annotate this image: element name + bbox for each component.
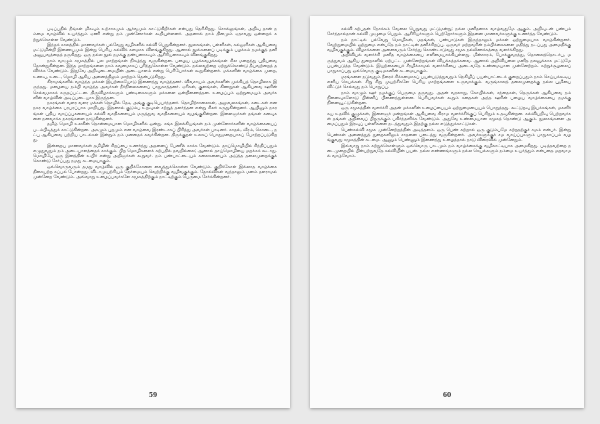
- right-page-text: [327, 27, 571, 159]
- page-number: 59: [148, 392, 158, 399]
- paragraph: நாம் வாழும் ஊர் நமக்குப் பெருமை தருவது. அதன் வரலாறு, கோயில்கள், சந்தைகள், தெருக்கள் ஆகியவை நம் நினைவுகளோடு பின்னிப் பிணைந்துள்ளன. பெரியவர்கள் கூறும் கதைகள் அந்த ஊரின் பழைய வாழ்க்கையை நமக்கு நினைவூட்டுகின்றன.: [327, 90, 571, 107]
- right-page: [310, 16, 584, 408]
- paragraph: இவ்வாறு நாம் கற்றுக்கொள்ளும் ஒவ்வொரு பாடமும் நம் வாழ்க்கைக்கு வழிகாட்டியாக அமைகிறது. படித்தவற்றை நடைமுறையில் பின்பற்றுவதே கல்வியின் பயன். நல்ல எண்ணங்களும் நல்ல செயல்களும் நம்மை உயர்த்தும் என்பதை மறவாமல் வாழ்வோம்.: [327, 143, 571, 160]
- paragraph: இந்தக் காலத்தில் மாணவர்கள் பல்வேறு வழிகளில் கல்வி பெறுகின்றனர். நூலகங்கள், பள்ளிகள், கல்லூரிகள் ஆகியவை மட்டுமின்றி இணையமும் இன்று பெரிய கல்விக் களமாக விளங்குகிறது. ஆனால் நூல்களைப் படிக்கும் பழக்கம் நமக்குத் தனி அனுபவத்தைத் தருகிறது. ஒரு நல்ல நூல் நமக்கு நண்பனாகவும் ஆசிரியனாகவும் விளங்குகிறது.: [33, 42, 277, 59]
- paragraph: நாம் வாழும் சமூகத்தில் பல மாற்றங்கள் நிகழ்ந்து வருகின்றன. பழைய பழக்கவழக்கங்கள் சில மறைந்து புதியவை தோன்றுகின்றன. இந்த மாற்றங்களை நாம் கவனமாகப் புரிந்துகொள்ள வேண்டும். நல்லவற்றை ஏற்றுக்கொண்டு தீயவற்றைத் தவிர்க்க வேண்டும். இதுவே அறிவுடைமையின் அடையாளம் என்று பெரியோர்கள் கூறுகின்றனர். மக்களின் வாழ்க்கை முறை, உணவு, உடை, மொழி ஆகிய அனைத்திலும் மாற்றம் தென்படுகிறது.: [33, 58, 277, 80]
- paragraph: நம் நாட்டில் பல்வேறு மொழிகள், மதங்கள், பண்பாடுகள் இருந்தாலும் மக்கள் ஒற்றுமையாக வாழ்கின்றனர். வேற்றுமையில் ஒற்றுமை என்பதே நம் நாட்டின் தனிச்சிறப்பு. ஒருவர் மற்றவரின் நம்பிக்கைகளை மதித்து நடப்பது அமைதிக்கு வழிவகுக்கும். விழாக்களை அனைவரும் சேர்ந்து கொண்டாடுவது சமூக நல்லிணக்கத்தை வளர்க்கிறது.: [327, 37, 571, 54]
- paragraph: படிப்பதில் நீங்கள் மிகவும் உற்சாகமும் ஆர்வமும் காட்டுகிறீர்கள் என்பது தெரிகிறது. சொல்லுங்கள், அறிவு தான் நம்மை வாழ்வில் உயர்த்தும் ஏணி என்று நம் முன்னோர்கள் கூறியுள்ளனர். அதனால் நாம் தினமும் ஏதாவது ஒன்றைக் கற்றுக்கொள்ள வேண்டும்.: [33, 27, 277, 43]
- paragraph: பெண்கல்வி சமூக முன்னேற்றத்தின் அடித்தளம். ஒரு பெண் கற்றால் ஒரு குடும்பமே கற்றதற்குச் சமம் என்பர். இன்று பெண்கள் அனைத்துத் துறைகளிலும் சாதனை படைத்து வருகின்றனர். அவர்களுக்குச் சம வாய்ப்புகளும் பாதுகாப்பும் வழங்குவது சமூகத்தின் கடமை. ஆணும் பெண்ணும் இணைந்து உழைத்தால் நாடு விரைவில் முன்னேறும்.: [327, 127, 571, 144]
- paragraph: இன்றைய மாணவர்கள் தமிழின் சிறப்பை உணர்ந்து அதனைப் பேணிக் காக்க வேண்டும். தாய்மொழியில் சிந்திப்பதும் எழுதுவதும் நம் அடையாளத்தைக் காக்கும். பிற மொழிகளைக் கற்பதில் தவறில்லை; ஆனால் தாய்மொழியை மறக்கக் கூடாது. மொழியே ஒரு இனத்தின் உயிர் என்று அறிஞர்கள் கூறுவர். நம் பண்பாட்டையும் கலைகளையும் அடுத்த தலைமுறைக்குக் கொண்டு சேர்ப்பது நமது கடமையாகும்.: [33, 143, 277, 165]
- paragraph: தமிழ் மொழி உலகின் தொன்மையான மொழிகளில் ஒன்று. சங்க இலக்கியங்கள் நம் முன்னோர்களின் வாழ்க்கையைப் படம்பிடித்துக் காட்டுகின்றன. அகமும் புறமும் என வாழ்வை இரண்டாகப் பிரித்து அவர்கள் பாடினர். காதல், வீரம், கொடை, நட்பு ஆகியவை பற்றிய பாடல்கள் இன்றும் நம் மனதைக் கவர்கின்றன. திருக்குறள் உலகப் பொதுமறையாகப் போற்றப்படுகிறது.: [33, 122, 277, 144]
- paragraph: நகரங்கள் வளர வளர மக்கள் தொழில் தேடி அங்கு குடிபெயர்ந்தனர். தொழிற்சாலைகள், அலுவலகங்கள், கடைகள் என நகர வாழ்க்கை பரபரப்பாக மாறியது. இதனால் குடும்ப உறவுகள் சற்றுத் தளர்ந்தன என்று சிலர் கருதுகின்றனர். ஆயினும் நகரங்கள் புதிய வாய்ப்புகளையும் கல்வி வசதிகளையும் மருத்துவ வசதிகளையும் வழங்குகின்றன. இளைஞர்கள் தங்கள் கனவுகளை நனவாக்க நகரங்களை நாடுகின்றனர்.: [33, 101, 277, 123]
- paragraph: ஒரு சமூகத்தின் வளர்ச்சி அதன் மக்களின் உழைப்பையும் ஒற்றுமையையும் பொறுத்தது. கூட்டுறவு இயக்கங்கள், மகளிர் சுய உதவிக் குழுக்கள், இளைஞர் மன்றங்கள் ஆகியவை கிராம வளர்ச்சிக்குப் பெரிதும் உதவுகின்றன. கல்வியறிவு பெற்றவர்கள் தங்கள் அறிவைப் பிறருக்கும் பகிர்ந்தளிக்க வேண்டும். அதுவே உண்மையான சமூகத் தொண்டு ஆகும். நூலகங்களை அமைப்பதும் இரவுப் பள்ளிகளை நடத்துவதும் இதற்கு நல்ல எடுத்துக்காட்டுகள்.: [327, 106, 571, 128]
- paragraph: ஒவ்வொருவரும் தமது வாழ்வில் ஒரு குறிக்கோளை வைத்துக்கொள்ள வேண்டும். குறிக்கோள் இல்லாத வாழ்க்கை திசையற்ற கப்பல் போன்றது. விடாமுயற்சியும் நேர்மையும் வெற்றிக்கு வழிவகுக்கும். தோல்விகள் வந்தாலும் மனம் தளராமல் முன்னேற வேண்டும். அவ்வாறு உழைப்பவர்களே சமூகத்திற்கும் நாட்டிற்கும் பெருமை சேர்க்கின்றனர்.: [33, 164, 277, 181]
- page-number: 60: [442, 392, 452, 399]
- paragraph: அறிவியல் வளர்ச்சி மனித வாழ்க்கையை எளிமையாக்கியுள்ளது. மின்சாரம், போக்குவரத்து, தொலைத்தொடர்பு, மருத்துவம் ஆகிய துறைகளில் ஏற்பட்ட முன்னேற்றங்கள் வியக்கத்தக்கவை. ஆனால் அறிவியலை மனித நலனுக்காக மட்டுமே பயன்படுத்த வேண்டும். இயற்கையைச் சீரழிக்காமல் வளர்ச்சியை அடைவதே உண்மையான முன்னேற்றம். சுற்றுச்சூழலைப் பாதுகாப்பது ஒவ்வொரு குடிமகனின் கடமையாகும்.: [327, 53, 571, 75]
- left-page-text: [33, 27, 277, 181]
- paragraph: கிராமங்களில் வாழ்ந்த மக்கள் இயற்கையோடு இணைந்து வாழ்ந்தனர். விவசாயம் அவர்களின் முக்கியத் தொழிலாக இருந்தது. மழையை நம்பி வாழ்ந்த அவர்கள் நீர்நிலைகளைப் பாதுகாத்தனர். ஏரிகள், குளங்கள், கிணறுகள் ஆகியவை ஊரின் செல்வமாகக் கருதப்பட்டன. திருவிழாக்களும் பண்டிகைகளும் மக்களை ஒன்றிணைத்தன. உழைப்பும் ஒற்றுமையும் அவர்களின் வாழ்வின் அடிப்படையாக இருந்தன.: [33, 79, 277, 101]
- paragraph: மரங்களை நடுவதும் நீரைச் சிக்கனமாகப் பயன்படுத்துவதும் நெகிழிப் பயன்பாட்டைக் குறைப்பதும் நாம் செய்யக்கூடிய எளிய செயல்கள். சிறு சிறு முயற்சிகளே பெரிய மாற்றங்களை உருவாக்கும். வருங்காலத் தலைமுறைக்கு நல்ல பூமியை விட்டுச் செல்வது நம் பொறுப்பு.: [327, 74, 571, 91]
- left-page: [16, 16, 290, 408]
- paragraph: கல்வி கற்பதன் நோக்கம் வேலை பெறுவது மட்டுமன்று; நல்ல மனிதனாக வாழ்வதுமே ஆகும். அறிவுடன் பண்பும் சேர்ந்தால்தான் கல்வி முழுமை பெறும். ஆசிரியர்களும் பெற்றோர்களும் இதனை மாணவர்களுக்கு உணர்த்த வேண்டும்.: [327, 27, 571, 38]
